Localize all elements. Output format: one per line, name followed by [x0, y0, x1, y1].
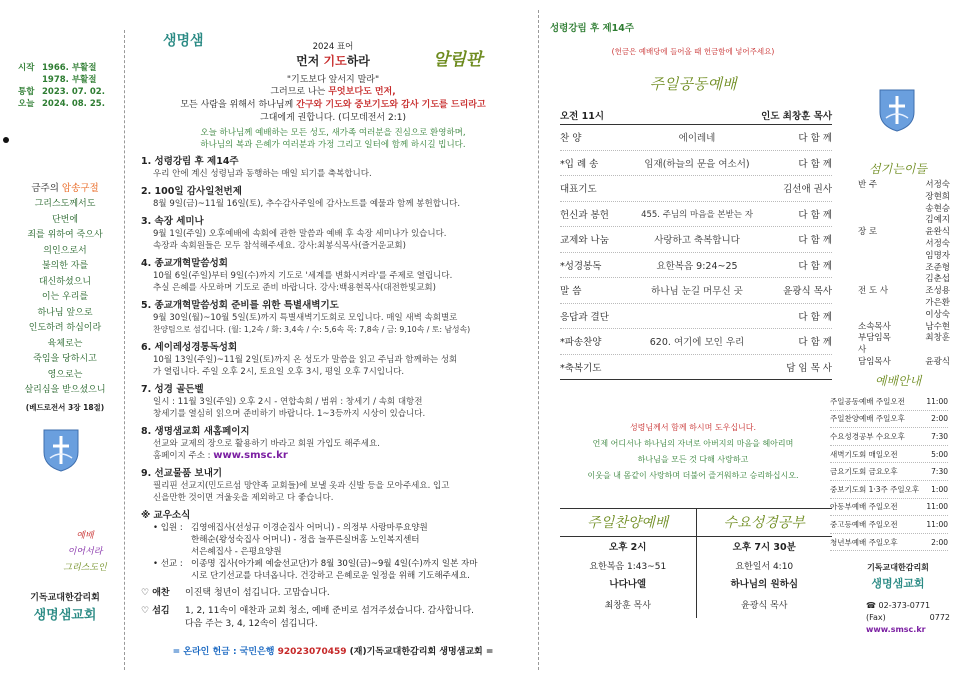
left-column [0, 0, 120, 679]
schedule-title: 예배안내 [874, 374, 922, 388]
verse-reference: (베드로전서 3장 18절) [25, 403, 105, 412]
timeline-value: 2024. 08. 25. [42, 99, 105, 109]
order-row: *파송찬양 620. 여기에 모인 우리 다 함 께 [560, 329, 832, 355]
service-group: ♡ 섬김 1, 2, 11속이 애찬과 교회 청소, 예배 준비로 섬겨주셨습니다. 감사합니다. 다음 주는 3, 4, 12속이 섬깁니다. [141, 606, 475, 629]
schedule-row: 금요기도회 금요오후 7:30 [830, 463, 948, 481]
org-name: 기독교대한감리회 [30, 593, 100, 603]
announcement-item: 9. 선교물품 보내기 필리핀 선교지(민도르섬 망얀족 교회들)에 보낼 옷과 신발 등을 모아주세요. 입고 신을만한 것이면 겨울옷을 제외하고 다 좋습니다. [141, 468, 450, 503]
service-title: 주일공동예배 [649, 75, 737, 93]
order-row: 말 씀 하나님 눈길 머무신 곳 윤광식 목사 [560, 278, 832, 304]
bullet-dot [3, 137, 9, 143]
motto-verse: 그러므로 나는 무엇보다도 먼저, 모든 사람을 위해서 하나님께 간구와 기도와 중보기도와 감사 기도를 드리라고 그대에게 권합니다. (디모데전서 2:1) [180, 87, 486, 123]
schedule-row: 아동부예배 주일오전 11:00 [830, 499, 948, 517]
announcement-item: 8. 생명샘교회 새홈페이지 선교와 교제의 장으로 활용하기 바라고 회원 가입도 해주세요. 홈페이지 주소 : www.smsc.kr [141, 426, 380, 461]
offering-notice: (헌금은 예배당에 들어올 때 헌금함에 넣어주세요) [611, 47, 775, 56]
memory-verse: 그리스도께서도 단번에 죄를 위하여 죽으사 의인으로서 불의한 자를 대신하셨으니 이는 우리를 하나님 앞으로 인도하려 하심이라 육체로는 죽임을 당하시고 영으로는 살리심을 받으셨으니 [24, 199, 106, 395]
church-name: 생명샘교회 [871, 577, 925, 590]
announcement-item: 3. 속장 세미나 9월 1일(주일) 오후예배에 속회에 관한 말씀과 예배 후 속장 세미나가 있습니다. 속장과 속회원들은 모두 참석해주세요. 강사:최봉식목사(즐거운교회) [141, 216, 447, 251]
homepage-link[interactable]: www.smsc.kr [213, 450, 288, 461]
timeline-key [18, 74, 42, 86]
board-title: 알림판 [433, 50, 483, 70]
other-services [560, 508, 832, 618]
fellowship-meal: ♡ 애찬 이진택 청년이 섬깁니다. 고맙습니다. [141, 588, 330, 598]
schedule-row: 수요성경공부 수요오후 7:30 [830, 428, 948, 446]
online-offering: = 온라인 헌금 : 국민은행 92023070459 (재)기독교대한감리회 생명샘교회 = [172, 647, 494, 657]
order-row: 찬 양 에이레네 다 함 께 [560, 125, 832, 151]
timeline-key: 오늘 [18, 99, 35, 109]
announcements [141, 155, 531, 631]
afternoon-service: 주일찬양예배 오후 2시 요한복음 1:43~51 나다나엘 최창훈 목사 [560, 509, 697, 618]
welcome-message: 오늘 하나님께 예배하는 모든 성도, 새가족 여러분을 진심으로 환영하며, 하나님의 복과 은혜가 여러분과 가정 그리고 일터에 함께 하시길 빕니다. [200, 128, 466, 150]
middle-column [133, 0, 533, 679]
benediction: 성령님께서 함께 하시며 도우십니다. 언제 어디서나 하나님의 자녀로 아버지의 마음을 헤아리며 하나님을 모든 것 다해 사랑하고 이웃을 내 몸같이 사랑하며 더불어 즐거워하고 승리하십시오. [587, 423, 799, 480]
contact-info: ☎ 02-373-0771 (Fax) 0772 www.smsc.kr [866, 601, 950, 634]
timeline-value: 2023. 07. 02. [42, 87, 105, 97]
worship-schedule [830, 393, 948, 551]
schedule-row: 주일찬양예배 주일오후 2:00 [830, 411, 948, 429]
wednesday-service: 수요성경공부 오후 7시 30분 요한일서 4:10 하나님의 원하심 윤광식 목사 [697, 509, 833, 618]
week-header: 성령강림 후 제14주 [550, 23, 635, 34]
order-row: 대표기도 김선애 권사 [560, 176, 832, 202]
order-row: *축복기도 담 임 목 사 [560, 355, 832, 381]
timeline-value: 1978. 부활절 [42, 75, 97, 85]
timeline-value: 1966. 부활절 [42, 63, 97, 73]
slogan: 예배 이어서라 그리스도인 [63, 531, 107, 573]
announcement-item: 2. 100일 감사일천번제 8월 9일(금)~11월 16일(토), 추수감사주일에 감사노트를 예물과 함께 봉헌합니다. [141, 186, 461, 209]
order-row: 응답과 결단 다 함 께 [560, 304, 832, 330]
brand-title: 생명샘 [163, 33, 204, 49]
schedule-row: 주일공동예배 주일오전 11:00 [830, 393, 948, 411]
member-news: ※ 교우소식 • 입원 : 김영애집사(선성규 이경순집사 어머니) - 의정부 사랑마루요양원 한해순(왕성숙집사 어머니) - 정읍 늘푸른실버홈 노인복지센터 서은혜집사 - 은평요양원 • 선교 : 이종명 집사(아가페 예술선교단)가 8월 30일(금)~9월 4일(수)까지 일본 자마 시로 단기선교를 다녀옵니다. 건강하고 은혜로운 일정을 위해 기도해주세요. [141, 510, 478, 581]
order-row: 교제와 나눔 사랑하고 축복합니다 다 함 께 [560, 227, 832, 253]
schedule-row: 중고등예배 주일오전 11:00 [830, 516, 948, 534]
year-motto: 2024 표어 먼저 기도하라 "기도보다 앞서지 말라" [286, 42, 380, 85]
website-link[interactable]: www.smsc.kr [866, 625, 926, 634]
announcement-item: 6. 세이레성경통독성회 10월 13일(주일)~11월 2일(토)까지 온 성도가 말씀을 읽고 주님과 함께하는 성회 가 열립니다. 주일 오후 2시, 토요일 오후 3시, 평일 오후 7시입니다. [141, 342, 458, 377]
announcement-item: 5. 종교개혁말씀성회 준비를 위한 특별새벽기도 9월 30일(월)~10월 5일(토)까지 특별새벽기도회로 모입니다. 매일 새벽 속회별로 찬양팀으로 섬깁니다. (월: 1,2속 / 화: 3,4속 / 수: 5,6속 목: 7,8속 / 금: 9,10속 / 토: 남성속) [141, 300, 471, 334]
column-divider [124, 30, 125, 670]
order-row: *입 례 송 임재(하늘의 문을 여소서) 다 함 께 [560, 151, 832, 177]
timeline-key: 시작 [18, 63, 35, 73]
schedule-row: 청년부예배 주일오후 2:00 [830, 534, 948, 552]
verse-title: 금주의 암송구절 [31, 183, 99, 194]
schedule-row: 새벽기도회 매일오전 5:00 [830, 446, 948, 464]
servers-title: 섬기는이들 [869, 162, 927, 176]
church-logo-icon [878, 88, 916, 135]
timeline-key: 통합 [18, 87, 35, 97]
order-of-service: 오전 11시 인도 최창훈 목사 찬 양 에이레네 다 함 께 *입 례 송 임재(하늘의 문을 여소서) 다 함 께 대표기도 김선애 권사 헌신과 봉헌 455. 주님의 마음을 본받는 자 다 함 께 교제와 나눔 사랑하고 축복합니다 다 함 께 *성경봉독 요한복음 9:24~25 다 함 께 말 씀 하나님 눈길 머무신 곳 윤광식 목사 응답과 결단 다 함 께 *파송찬양 620. 여기에 모인 우리 다 함 께 *축복기도 담 임 목 사 [560, 105, 832, 380]
announcement-item: 7. 성경 골든벨 일시 : 11월 3일(주일) 오후 2시 - 연합속회 / 범위 : 창세기 / 속회 대항전 창세기를 열심히 읽으며 준비하기 바랍니다. 1~3등까지 시상이 있습니다. [141, 384, 426, 419]
church-logo-icon [42, 428, 80, 475]
order-row: 헌신과 봉헌 455. 주님의 마음을 본받는 자 다 함 께 [560, 202, 832, 228]
church-timeline [18, 62, 118, 110]
announcement-item: 4. 종교개혁말씀성회 10월 6일(주일)부터 9일(수)까지 기도로 '세계를 변화시켜라'를 주제로 열립니다. 추실 은혜를 사모하며 기도로 준비 바랍니다. 강사:백용현목사(대전한빛교회) [141, 258, 453, 293]
servers-list: 반 주 서정숙 장현희 송현승 김예지 장 로 윤완식 서정숙 임명자 조준형 김춘섭 전 도 사 조성용 가은환 이상숙 소속목사 남수현 부담임목사 최창훈 담임목사 윤광식 [858, 180, 950, 367]
column-divider [538, 10, 539, 670]
org-name: 기독교대한감리회 [867, 563, 929, 572]
schedule-row: 중보기도회 1·3주 주일오후 1:00 [830, 481, 948, 499]
right-column [548, 0, 960, 679]
order-row: *성경봉독 요한복음 9:24~25 다 함 께 [560, 253, 832, 279]
announcement-item: 1. 성령강림 후 제14주 우리 안에 계신 성령님과 동행하는 매일 되기를 축복합니다. [141, 156, 372, 179]
church-name: 생명샘교회 [33, 608, 97, 623]
